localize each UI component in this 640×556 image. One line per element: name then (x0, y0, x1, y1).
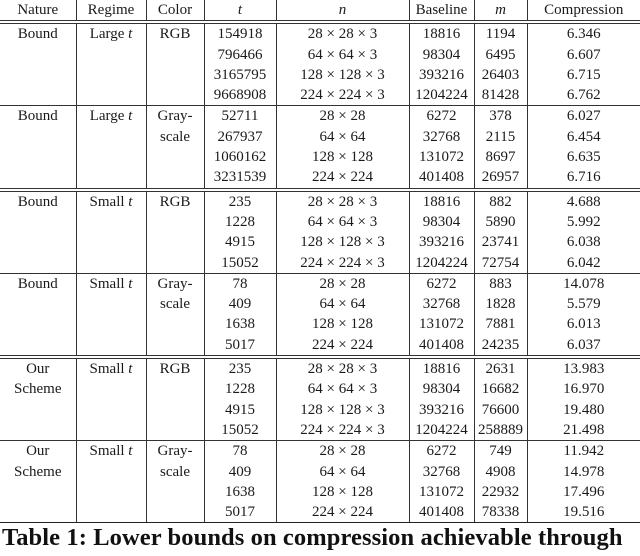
regime-variable: t (128, 193, 133, 210)
cell-baseline: 18816 (409, 22, 474, 44)
cell-color: Gray- (146, 441, 204, 462)
cell-compression: 6.635 (527, 147, 640, 167)
table-row (0, 441, 640, 462)
cell-baseline: 131072 (409, 482, 474, 502)
cell-color (146, 232, 204, 252)
cell-t: 15052 (204, 253, 276, 274)
cell-compression: 13.983 (527, 357, 640, 379)
cell-compression: 6.038 (527, 232, 640, 252)
table-row (0, 85, 640, 106)
cell-baseline: 98304 (409, 212, 474, 232)
table-row (0, 502, 640, 523)
cell-nature (0, 502, 76, 523)
header-color: Color (146, 0, 204, 22)
cell-t: 1638 (204, 482, 276, 502)
cell-regime (76, 45, 146, 65)
cell-regime (76, 441, 146, 462)
cell-regime (76, 357, 146, 379)
cell-baseline: 32768 (409, 294, 474, 314)
cell-regime (76, 167, 146, 189)
cell-n: 128 × 128 × 3 (276, 400, 409, 420)
cell-n: 28 × 28 × 3 (276, 22, 409, 44)
cell-regime (76, 379, 146, 399)
cell-n: 128 × 128 (276, 147, 409, 167)
table-row (0, 190, 640, 212)
cell-color (146, 314, 204, 334)
cell-regime (76, 22, 146, 44)
cell-t: 15052 (204, 420, 276, 441)
cell-regime (76, 147, 146, 167)
cell-n: 64 × 64 (276, 127, 409, 147)
cell-nature: Scheme (14, 463, 62, 480)
cell-nature (0, 294, 76, 314)
cell-t: 3231539 (204, 167, 276, 189)
cell-baseline: 401408 (409, 502, 474, 523)
cell-t: 5017 (204, 335, 276, 357)
table-row (0, 314, 640, 334)
cell-m: 16682 (474, 379, 527, 399)
cell-regime (76, 85, 146, 106)
cell-nature (0, 65, 76, 85)
cell-t: 1228 (204, 379, 276, 399)
cell-t: 4915 (204, 400, 276, 420)
cell-m: 2115 (474, 127, 527, 147)
cell-nature (0, 45, 76, 65)
cell-nature (0, 253, 76, 274)
cell-compression: 16.970 (527, 379, 640, 399)
cell-baseline: 18816 (409, 357, 474, 379)
cell-regime (76, 212, 146, 232)
cell-n: 128 × 128 × 3 (276, 65, 409, 85)
cell-m: 258889 (474, 420, 527, 441)
table-row (0, 45, 640, 65)
cell-n: 64 × 64 × 3 (276, 212, 409, 232)
cell-nature: Bound (17, 108, 58, 125)
header-baseline: Baseline (409, 0, 474, 22)
cell-baseline: 32768 (409, 127, 474, 147)
cell-n: 224 × 224 (276, 502, 409, 523)
cell-t: 78 (204, 441, 276, 462)
cell-n: 224 × 224 × 3 (276, 85, 409, 106)
cell-regime (76, 482, 146, 502)
cell-t: 1638 (204, 314, 276, 334)
table-row (0, 482, 640, 502)
cell-n: 28 × 28 (276, 106, 409, 127)
cell-m: 81428 (474, 85, 527, 106)
cell-t: 235 (204, 190, 276, 212)
cell-n: 224 × 224 (276, 167, 409, 189)
cell-m: 1194 (474, 22, 527, 44)
table-row (0, 167, 640, 189)
cell-baseline: 1204224 (409, 253, 474, 274)
cell-n: 128 × 128 (276, 314, 409, 334)
header-row (0, 0, 640, 22)
cell-regime (76, 314, 146, 334)
cell-m: 22932 (474, 482, 527, 502)
cell-color: scale (146, 462, 204, 482)
cell-compression: 5.992 (527, 212, 640, 232)
table-row (0, 106, 640, 127)
cell-baseline: 401408 (409, 335, 474, 357)
cell-compression: 6.346 (527, 22, 640, 44)
header-n: n (276, 0, 409, 22)
cell-compression: 6.013 (527, 314, 640, 334)
cell-nature (0, 147, 76, 167)
cell-nature (0, 420, 76, 441)
cell-color (146, 482, 204, 502)
cell-m: 26403 (474, 65, 527, 85)
cell-n: 224 × 224 × 3 (276, 253, 409, 274)
cell-compression: 17.496 (527, 482, 640, 502)
cell-m: 24235 (474, 335, 527, 357)
regime-variable: t (128, 443, 133, 460)
cell-baseline: 6272 (409, 106, 474, 127)
cell-regime (76, 335, 146, 357)
cell-nature (0, 335, 76, 357)
cell-n: 28 × 28 (276, 441, 409, 462)
cell-color (146, 420, 204, 441)
header-m: m (474, 0, 527, 22)
cell-m: 78338 (474, 502, 527, 523)
cell-nature (0, 167, 76, 189)
cell-regime (76, 190, 146, 212)
cell-regime (76, 420, 146, 441)
cell-baseline: 32768 (409, 462, 474, 482)
cell-compression: 6.607 (527, 45, 640, 65)
cell-t: 235 (204, 357, 276, 379)
cell-nature (0, 400, 76, 420)
cell-baseline: 131072 (409, 314, 474, 334)
cell-baseline: 1204224 (409, 420, 474, 441)
cell-baseline: 18816 (409, 190, 474, 212)
cell-compression: 6.037 (527, 335, 640, 357)
header-regime: Regime (76, 0, 146, 22)
regime-label: Small (89, 443, 129, 460)
table-row (0, 127, 640, 147)
cell-nature (0, 127, 76, 147)
cell-color (146, 65, 204, 85)
cell-nature: Our (26, 443, 50, 460)
regime-label: Small (89, 275, 129, 292)
cell-nature: Our (26, 361, 50, 378)
cell-color: scale (146, 127, 204, 147)
cell-regime (76, 65, 146, 85)
cell-nature (0, 85, 76, 106)
cell-n: 64 × 64 × 3 (276, 45, 409, 65)
cell-color (146, 45, 204, 65)
table-row (0, 212, 640, 232)
cell-t: 9668908 (204, 85, 276, 106)
cell-compression: 4.688 (527, 190, 640, 212)
cell-t: 1228 (204, 212, 276, 232)
cell-m: 378 (474, 106, 527, 127)
regime-label: Small (89, 361, 129, 378)
cell-color (146, 502, 204, 523)
regime-variable: t (128, 108, 133, 125)
regime-label: Small (89, 193, 129, 210)
cell-baseline: 393216 (409, 65, 474, 85)
cell-color (146, 167, 204, 189)
cell-t: 267937 (204, 127, 276, 147)
cell-t: 1060162 (204, 147, 276, 167)
cell-nature (0, 232, 76, 252)
cell-color: Gray- (146, 106, 204, 127)
cell-m: 23741 (474, 232, 527, 252)
cell-compression: 6.454 (527, 127, 640, 147)
cell-m: 4908 (474, 462, 527, 482)
cell-compression: 6.715 (527, 65, 640, 85)
cell-t: 409 (204, 294, 276, 314)
cell-color (146, 400, 204, 420)
cell-regime (76, 273, 146, 294)
table-row (0, 357, 640, 379)
cell-m: 8697 (474, 147, 527, 167)
cell-t: 3165795 (204, 65, 276, 85)
cell-color (146, 379, 204, 399)
cell-compression: 6.042 (527, 253, 640, 274)
cell-m: 5890 (474, 212, 527, 232)
cell-n: 64 × 64 (276, 294, 409, 314)
cell-color: RGB (146, 357, 204, 379)
cell-m: 749 (474, 441, 527, 462)
cell-color: RGB (146, 22, 204, 44)
cell-nature (0, 212, 76, 232)
table-body (0, 22, 640, 523)
cell-color (146, 253, 204, 274)
cell-compression: 6.027 (527, 106, 640, 127)
cell-n: 128 × 128 × 3 (276, 232, 409, 252)
table-row (0, 65, 640, 85)
cell-baseline: 6272 (409, 273, 474, 294)
cell-regime (76, 127, 146, 147)
cell-nature (0, 482, 76, 502)
regime-label: Large (89, 26, 129, 43)
cell-n: 28 × 28 (276, 273, 409, 294)
regime-variable: t (128, 361, 133, 378)
cell-regime (76, 253, 146, 274)
regime-variable: t (128, 26, 133, 43)
cell-nature: Bound (17, 193, 58, 210)
cell-color: RGB (146, 190, 204, 212)
header-t: t (204, 0, 276, 22)
cell-compression: 6.716 (527, 167, 640, 189)
regime-variable: t (128, 275, 133, 292)
cell-m: 2631 (474, 357, 527, 379)
cell-m: 882 (474, 190, 527, 212)
cell-baseline: 1204224 (409, 85, 474, 106)
cell-compression: 5.579 (527, 294, 640, 314)
cell-nature: Bound (17, 275, 58, 292)
cell-n: 64 × 64 (276, 462, 409, 482)
cell-regime (76, 502, 146, 523)
cell-regime (76, 294, 146, 314)
cell-compression: 6.762 (527, 85, 640, 106)
cell-m: 7881 (474, 314, 527, 334)
cell-t: 154918 (204, 22, 276, 44)
header-compression: Compression (527, 0, 640, 22)
table-row (0, 400, 640, 420)
cell-n: 28 × 28 × 3 (276, 357, 409, 379)
cell-m: 76600 (474, 400, 527, 420)
cell-n: 28 × 28 × 3 (276, 190, 409, 212)
cell-n: 224 × 224 × 3 (276, 420, 409, 441)
cell-compression: 21.498 (527, 420, 640, 441)
table-row (0, 22, 640, 44)
cell-color (146, 147, 204, 167)
table-caption: Table 1: Lower bounds on compression achievable through (2, 524, 623, 551)
cell-color: scale (146, 294, 204, 314)
cell-color (146, 85, 204, 106)
cell-baseline: 131072 (409, 147, 474, 167)
cell-t: 796466 (204, 45, 276, 65)
table-row (0, 253, 640, 274)
cell-n: 128 × 128 (276, 482, 409, 502)
table-row (0, 335, 640, 357)
cell-m: 26957 (474, 167, 527, 189)
table-row (0, 420, 640, 441)
cell-m: 72754 (474, 253, 527, 274)
cell-regime (76, 106, 146, 127)
cell-color (146, 335, 204, 357)
cell-baseline: 401408 (409, 167, 474, 189)
cell-nature: Scheme (14, 381, 62, 398)
cell-baseline: 98304 (409, 45, 474, 65)
cell-nature (0, 314, 76, 334)
header-nature: Nature (0, 0, 76, 22)
cell-n: 64 × 64 × 3 (276, 379, 409, 399)
table-row (0, 147, 640, 167)
cell-t: 5017 (204, 502, 276, 523)
cell-m: 1828 (474, 294, 527, 314)
table-row (0, 294, 640, 314)
table-row (0, 379, 640, 399)
table-row (0, 232, 640, 252)
cell-t: 4915 (204, 232, 276, 252)
cell-regime (76, 462, 146, 482)
cell-regime (76, 232, 146, 252)
cell-color (146, 212, 204, 232)
cell-n: 224 × 224 (276, 335, 409, 357)
cell-compression: 14.978 (527, 462, 640, 482)
cell-t: 78 (204, 273, 276, 294)
cell-baseline: 393216 (409, 232, 474, 252)
cell-compression: 19.480 (527, 400, 640, 420)
cell-compression: 11.942 (527, 441, 640, 462)
table-row (0, 462, 640, 482)
cell-baseline: 6272 (409, 441, 474, 462)
table-row (0, 273, 640, 294)
cell-compression: 14.078 (527, 273, 640, 294)
cell-regime (76, 400, 146, 420)
cell-baseline: 98304 (409, 379, 474, 399)
cell-m: 883 (474, 273, 527, 294)
cell-t: 52711 (204, 106, 276, 127)
cell-baseline: 393216 (409, 400, 474, 420)
regime-label: Large (89, 108, 129, 125)
cell-color: Gray- (146, 273, 204, 294)
cell-compression: 19.516 (527, 502, 640, 523)
cell-nature: Bound (17, 26, 58, 43)
cell-m: 6495 (474, 45, 527, 65)
cell-t: 409 (204, 462, 276, 482)
